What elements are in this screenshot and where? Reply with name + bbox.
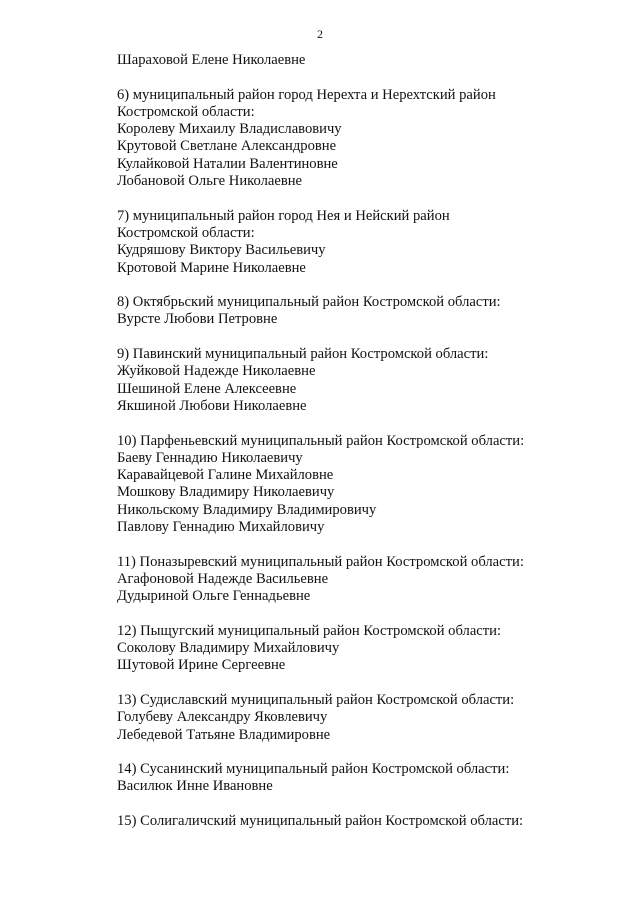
person-name: Дудыриной Ольге Геннадьевне: [117, 588, 311, 605]
person-name: Голубеву Александру Яковлевичу: [117, 709, 328, 726]
intro-block: [117, 52, 617, 69]
sections-list: [117, 87, 617, 831]
district-heading: 13) Судиславский муниципальный район Костромской области:: [117, 691, 515, 708]
district-heading-continuation: Костромской области:: [117, 224, 255, 241]
district-heading: 15) Солигаличский муниципальный район Костромской области:: [117, 813, 524, 830]
person-name: Кулайковой Наталии Валентиновне: [117, 155, 338, 172]
district-section: [117, 346, 617, 415]
person-name: Лобановой Ольге Николаевне: [117, 173, 303, 190]
person-name: Лебедевой Татьяне Владимировне: [117, 726, 331, 743]
person-name: Шешиной Елене Алексеевне: [117, 380, 297, 397]
page-number: 2: [317, 27, 323, 41]
district-section: [117, 761, 617, 796]
person-name: Шутовой Ирине Сергеевне: [117, 657, 286, 674]
person-name: Мошкову Владимиру Николаевичу: [117, 484, 335, 501]
person-name: Крутовой Светлане Александровне: [117, 138, 337, 155]
district-heading: 6) муниципальный район город Нерехта и Нерехтский район: [117, 86, 496, 103]
person-name: Баеву Геннадию Николаевичу: [117, 449, 303, 466]
district-section: [117, 813, 617, 830]
person-name: Соколову Владимиру Михайловичу: [117, 640, 340, 657]
district-heading: 8) Октябрьский муниципальный район Костромской области:: [117, 294, 501, 311]
intro-line: Шараховой Елене Николаевне: [117, 52, 306, 68]
district-heading: 9) Павинский муниципальный район Костромской области:: [117, 346, 489, 363]
person-name: Василюк Инне Ивановне: [117, 778, 273, 795]
district-section: [117, 87, 617, 191]
district-heading-continuation: Костромской области:: [117, 103, 255, 120]
person-name: Жуйковой Надежде Николаевне: [117, 363, 316, 380]
district-section: [117, 623, 617, 675]
district-heading: 7) муниципальный район город Нея и Нейский район: [117, 207, 450, 224]
person-name: Павлову Геннадию Михайловичу: [117, 519, 325, 536]
district-heading: 10) Парфеньевский муниципальный район Костромской области:: [117, 432, 525, 449]
document-body: [117, 52, 617, 830]
district-section: [117, 294, 617, 329]
person-name: Вурсте Любови Петровне: [117, 311, 278, 328]
district-section: [117, 433, 617, 537]
person-name: Кудряшову Виктору Васильевичу: [117, 242, 326, 259]
person-name: Каравайцевой Галине Михайловне: [117, 467, 334, 484]
district-section: [117, 554, 617, 606]
district-heading: 12) Пыщугский муниципальный район Костромской области:: [117, 622, 502, 639]
person-name: Кротовой Марине Николаевне: [117, 259, 306, 276]
person-name: Агафоновой Надежде Васильевне: [117, 570, 329, 587]
district-heading: 14) Сусанинский муниципальный район Костромской области:: [117, 761, 510, 778]
person-name: Королеву Михаилу Владиславовичу: [117, 121, 342, 138]
district-heading: 11) Поназыревский муниципальный район Костромской области:: [117, 553, 524, 570]
district-section: [117, 692, 617, 744]
district-section: [117, 208, 617, 277]
person-name: Якшиной Любови Николаевне: [117, 397, 307, 414]
person-name: Никольскому Владимиру Владимировичу: [117, 501, 377, 518]
